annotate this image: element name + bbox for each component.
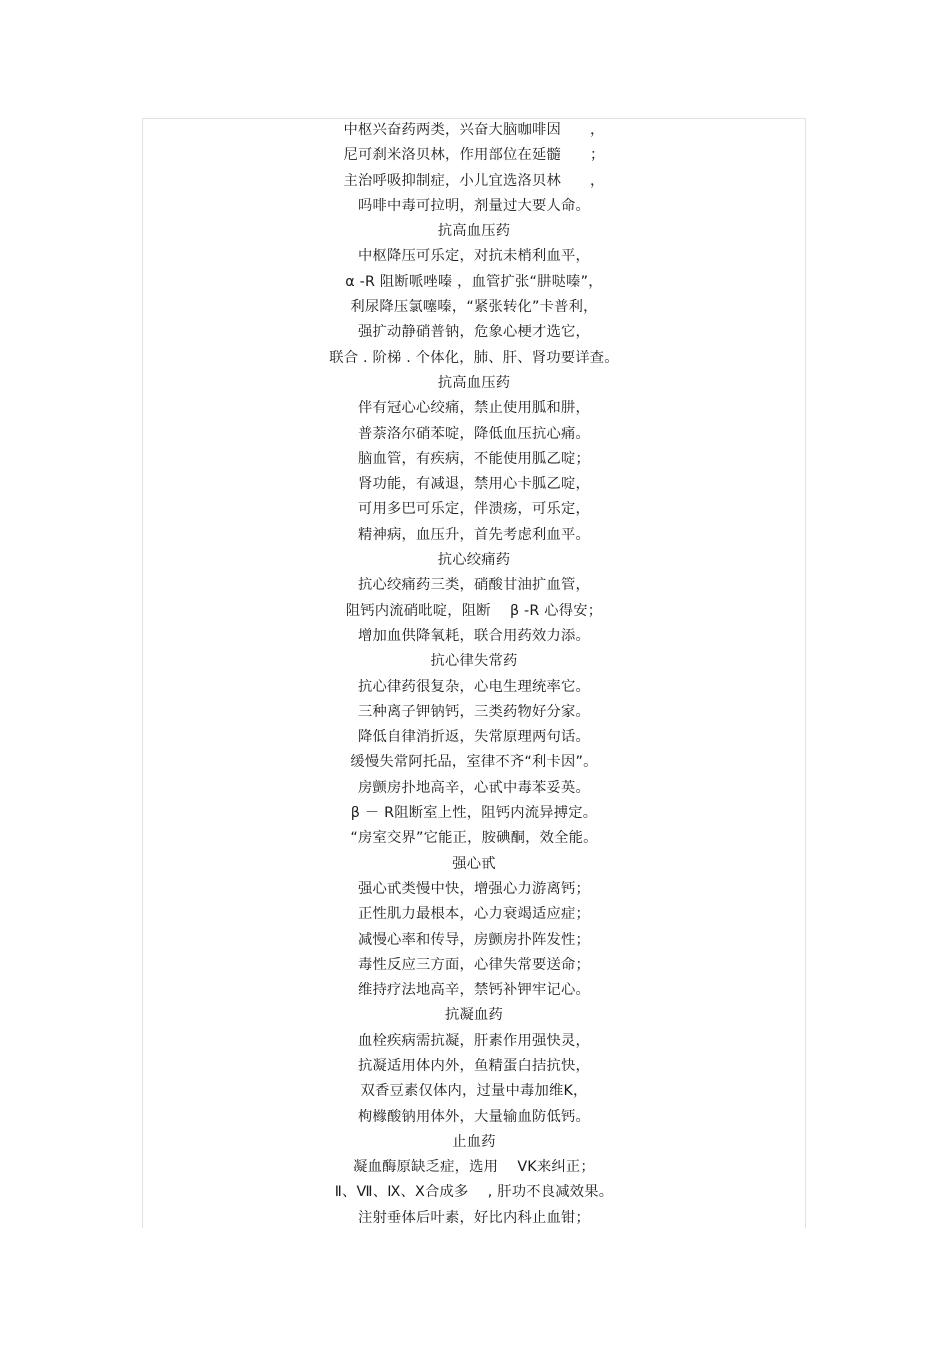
verse-line: 精神病，血压升，首先考虑利血平。	[358, 526, 590, 543]
verse-line: 吗啡中毒可拉明，剂量过大要人命。	[358, 197, 590, 214]
section-heading: 抗凝血药	[445, 1007, 503, 1024]
verse-line: 凝血酶原缺乏症，选用 VK来纠正；	[353, 1159, 595, 1176]
verse-line: 抗心律药很复杂，心电生理统率它。	[358, 678, 590, 695]
section-heading: 抗心绞痛药	[437, 552, 511, 569]
verse-line: 血栓疾病需抗凝，肝素作用强快灵，	[358, 1032, 590, 1049]
document-body	[142, 118, 806, 1231]
verse-line: 联合 . 阶梯 . 个体化，肺、肝、肾功要详查。	[329, 349, 619, 366]
verse-line: 缓慢失常阿托品，室律不齐“利卡因”。	[350, 754, 598, 771]
verse-line: 强心甙类慢中快，增强心力游离钙；	[358, 880, 590, 897]
verse-line: 双香豆素仅体内，过量中毒加维K，	[360, 1083, 588, 1100]
verse-line: 降低自律消折返，失常原理两句话。	[358, 729, 590, 746]
verse-line: 中枢兴奋药两类，兴奋大脑咖啡因 ，	[343, 122, 605, 138]
verse-line: 中枢降压可乐定，对抗未梢利血平，	[358, 248, 590, 265]
section-heading: 抗心律失常药	[430, 653, 518, 670]
verse-line: 伴有冠心心绞痛，禁止使用胍和肼，	[358, 400, 590, 417]
verse-line: 肾功能，有减退，禁用心卡胍乙啶，	[358, 476, 590, 493]
verse-line: 脑血管，有疾病，不能使用胍乙啶；	[358, 450, 590, 467]
verse-line: 减慢心率和传导，房颤房扑阵发性；	[358, 931, 590, 948]
verse-line: 抗凝适用体内外，鱼精蛋白拮抗快，	[358, 1057, 590, 1074]
section-heading: 止血药	[452, 1133, 496, 1150]
verse-line: 抗心绞痛药三类，硝酸甘油扩血管，	[358, 577, 590, 594]
verse-line: 房颤房扑地高辛，心甙中毒苯妥英。	[358, 779, 590, 796]
verse-line: 强扩动静硝普钠，危象心梗才选它，	[358, 324, 590, 341]
verse-line: 三种离子钾钠钙，三类药物好分家。	[358, 703, 590, 720]
verse-line: α -R 阻断哌唑嗪 ，血管扩张“肼哒嗪”，	[345, 273, 603, 290]
verse-line: 维持疗法地高辛，禁钙补钾牢记心。	[358, 982, 590, 999]
section-heading: 抗高血压药	[437, 374, 511, 391]
verse-line: 主治呼吸抑制症，小儿宜选洛贝林 ，	[343, 172, 605, 189]
verse-line: 尼可刹米洛贝林，作用部位在延髓 ；	[343, 147, 605, 164]
verse-line: 利尿降压氯噻嗪，“紧张转化”卡普利，	[350, 299, 598, 316]
verse-line: Ⅱ、Ⅶ、Ⅸ、Ⅹ合成多 , 肝功不良减效果。	[334, 1184, 614, 1201]
section-heading: 抗高血压药	[437, 223, 511, 240]
verse-line: 增加血供降氧耗，联合用药效力添。	[358, 627, 590, 644]
verse-line: 阻钙内流硝吡啶，阻断 β -R 心得安；	[345, 602, 603, 619]
verse-line: 可用多巴可乐定，伴溃疡，可乐定，	[358, 501, 590, 518]
verse-line: 枸橼酸钠用体外，大量输血防低钙。	[358, 1108, 590, 1125]
verse-line: 正性肌力最根本，心力衰竭适应症；	[358, 906, 590, 923]
verse-line: β － R阻断室上性，阻钙内流异搏定。	[350, 805, 598, 822]
verse-line: “房室交界”它能正，胺碘酮，效全能。	[350, 830, 598, 847]
verse-line: 毒性反应三方面，心律失常要送命；	[358, 956, 590, 973]
verse-line: 普萘洛尔硝苯啶，降低血压抗心痛。	[358, 425, 590, 442]
section-heading: 强心甙	[452, 855, 496, 872]
verse-line: 注射垂体后叶素，好比内科止血钳；	[358, 1209, 590, 1226]
